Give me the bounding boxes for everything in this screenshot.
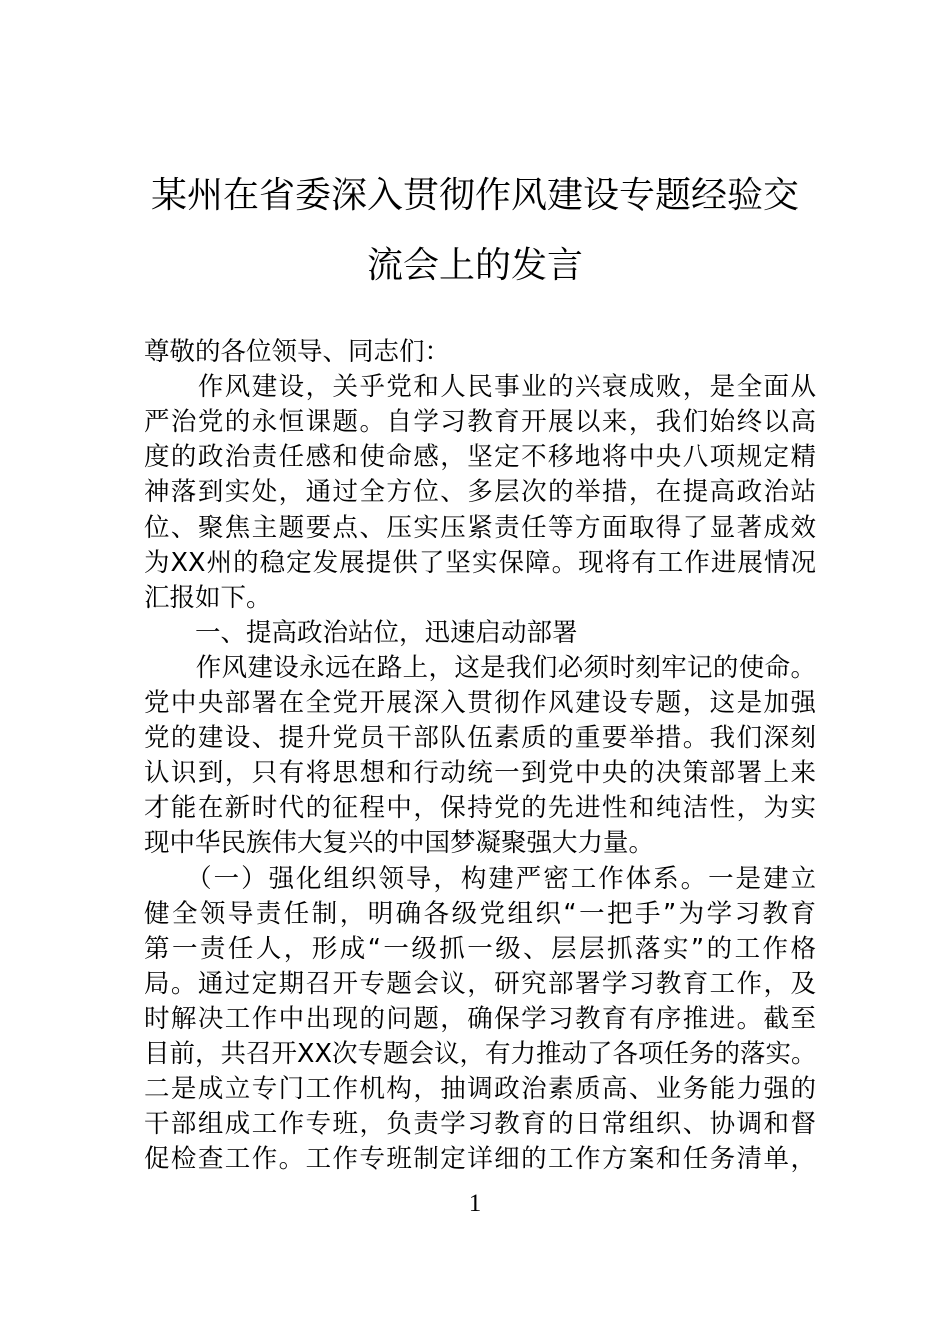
body-line: 汇报如下。 (144, 582, 272, 613)
body-line: 时解决工作中出现的问题，确保学习教育有序推进。截至 (144, 1003, 816, 1034)
body-line: 第一责任人，形成“一级抓一级、层层抓落实”的工作格 (144, 933, 816, 964)
body-line: 作风建设，关乎党和人民事业的兴衰成败，是全面从 (144, 372, 816, 403)
body-line: 现中华民族伟大复兴的中国梦凝聚强大力量。 (144, 828, 655, 859)
body-line: 健全领导责任制，明确各级党组织“一把手”为学习教育 (144, 898, 816, 929)
page-number: 1 (468, 1190, 482, 1217)
body-line: 局。通过定期召开专题会议，研究部署学习教育工作，及 (144, 968, 816, 999)
body-line: 度的政治责任感和使命感，坚定不移地将中央八项规定精 (144, 442, 816, 473)
body-line: 尊敬的各位领导、同志们： (144, 337, 451, 367)
body-line: 才能在新时代的征程中，保持党的先进性和纯洁性，为实 (144, 793, 816, 824)
body-line: 二是成立专门工作机构，抽调政治素质高、业务能力强的 (144, 1074, 816, 1105)
body-line: 严治党的永恒课题。自学习教育开展以来，我们始终以高 (144, 407, 816, 438)
body-line: 为XX州的稳定发展提供了坚实保障。现将有工作进展情况 (144, 547, 816, 578)
body-line: 神落到实处，通过全方位、多层次的举措，在提高政治站 (144, 477, 816, 508)
body-line: 党的建设、提升党员干部队伍素质的重要举措。我们深刻 (144, 723, 816, 754)
document-title-line-1: 某州在省委深入贯彻作风建设专题经验交 (150, 175, 799, 216)
body-line: 目前，共召开XX次专题会议，有力推动了各项任务的落实。 (144, 1039, 817, 1069)
body-line: 位、聚焦主题要点、压实压紧责任等方面取得了显著成效 (144, 512, 816, 543)
body-line: 作风建设永远在路上，这是我们必须时刻牢记的使命。 (144, 652, 816, 683)
body-line: 干部组成工作专班，负责学习教育的日常组织、协调和督 (144, 1109, 816, 1140)
body-line: 促检查工作。工作专班制定详细的工作方案和任务清单， (144, 1144, 816, 1175)
body-line: 一、提高政治站位，迅速启动部署 (144, 617, 578, 648)
body-line: （一）强化组织领导，构建严密工作体系。一是建立 (144, 863, 816, 894)
body-line: 认识到，只有将思想和行动统一到党中央的决策部署上来 (144, 758, 816, 789)
body-line: 党中央部署在全党开展深入贯彻作风建设专题，这是加强 (144, 688, 816, 718)
document-title-line-2: 流会上的发言 (366, 245, 583, 286)
